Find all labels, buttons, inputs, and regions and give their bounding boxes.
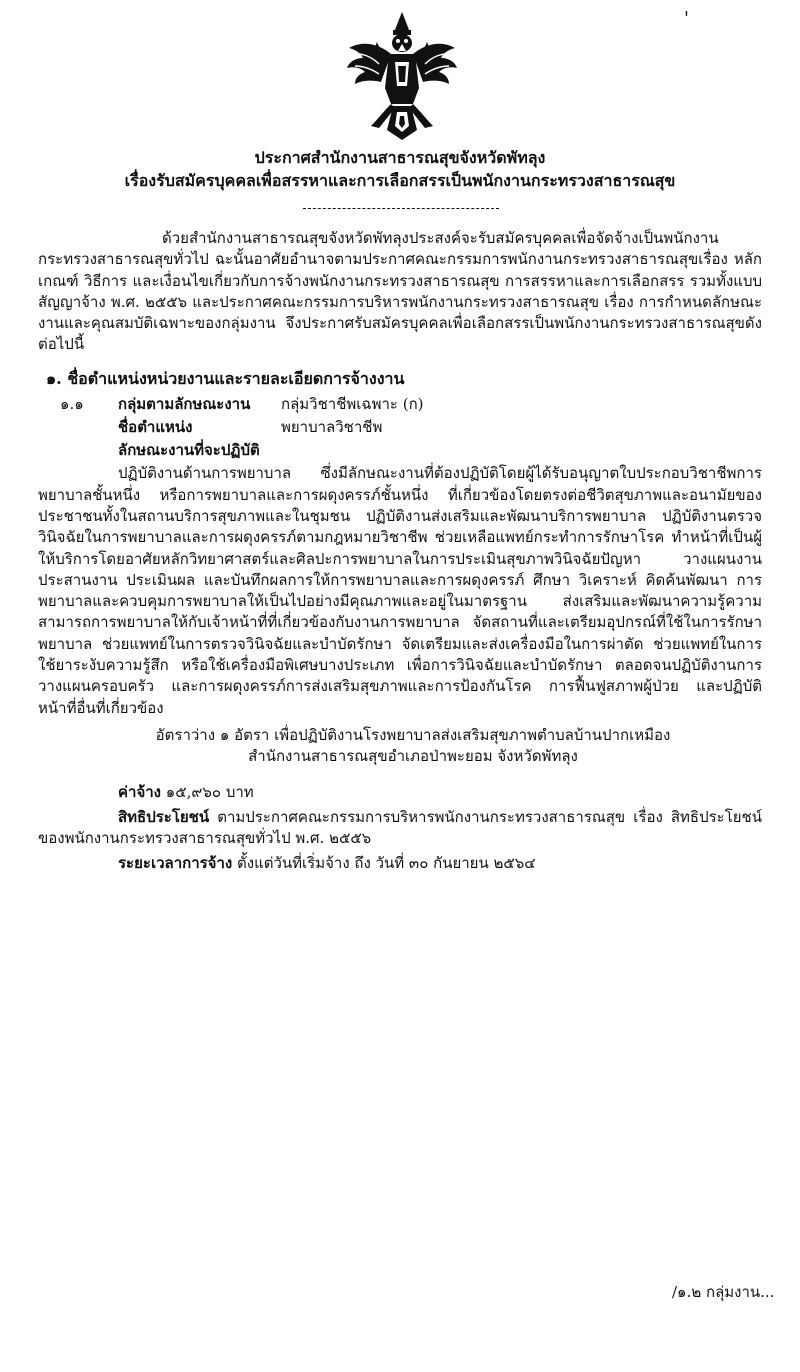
period-line <box>38 853 762 874</box>
benefits-line <box>38 807 762 850</box>
section-1-number: ๑. <box>46 368 62 388</box>
period-label: ระยะเวลาการจ้าง <box>118 854 233 873</box>
benefits-label: สิทธิประโยชน์ <box>118 807 210 826</box>
announcement-title <box>40 146 760 192</box>
section-1-1-details <box>60 394 762 439</box>
group-label: กลุ่มตามลักษณะงาน <box>118 394 251 413</box>
group-value: กลุ่มวิชาชีพเฉพาะ (ก) <box>281 394 424 413</box>
title-line-subject: เรื่องรับสมัครบุคคลเพื่อสรรหาและการเลือกสรรเป็นพนักงานกระทรวงสาธารณสุข <box>124 171 676 191</box>
garuda-emblem-icon <box>343 8 461 143</box>
duties-label: ลักษณะงานที่จะปฏิบัติ <box>118 441 260 460</box>
wage-line <box>38 782 762 803</box>
vacancy-line-1: อัตราว่าง ๑ อัตรา เพื่อปฏิบัติงานโรงพยาบาลส่งเสริมสุขภาพตำบลบ้านปากเหมือง <box>155 725 671 744</box>
wage-label: ค่าจ้าง <box>118 782 161 801</box>
title-line-office: ประกาศสำนักงานสาธารณสุขจังหวัดพัทลุง <box>254 148 546 167</box>
position-label: ชื่อตำแหน่ง <box>118 417 193 436</box>
title-divider <box>303 208 499 209</box>
position-value: พยาบาลวิชาชีพ <box>281 417 383 436</box>
intro-paragraph: ด้วยสำนักงานสาธารณสุขจังหวัดพัทลุงประสงค์จะรับสมัครบุคคลเพื่อจัดจ้างเป็นพนักงานกระทรวงสาธารณสุขทั่วไป ฉะนั้นอาศัยอำนาจตามประกาศคณะกรรมการพนักงานกระทรวงสาธารณสุขเรื่อง หลักเกณฑ์ วิธีการ และเงื่อนไขเกี่ยวกับการจ้างพนักงานกระทรวงสาธารณสุข การสรรหาและการเลือกสรร รวมทั้งแบบสัญญาจ้าง พ.ศ. ๒๕๕๖ และประกาศคณะกรรมการบริหารพนักงานกระทรวงสาธารณสุข เรื่อง การกำหนดลักษณะงานและคุณสมบัติเฉพาะของกลุ่มงาน จึงประกาศรับสมัครบุคคลเพื่อเลือกสรรเป็นพนักงานกระทรวงสาธารณสุขดังต่อไปนี้ <box>38 229 762 354</box>
benefits-value: ตามประกาศคณะกรรมการบริหารพนักงานกระทรวงสาธารณสุข เรื่อง สิทธิประโยชน์ของพนักงานกระทรวงสาธารณสุขทั่วไป พ.ศ. ๒๕๕๖ <box>38 807 762 848</box>
announcement-body <box>38 228 762 879</box>
section-1-heading <box>38 368 762 391</box>
subsection-number: ๑.๑ <box>60 394 84 413</box>
vacancy-info <box>38 725 762 768</box>
continuation-note: /๑.๒ กลุ่มงาน... <box>672 1283 775 1301</box>
corner-mark: ' <box>684 8 689 29</box>
employment-terms <box>38 782 762 875</box>
section-1-title: ชื่อตำแหน่งหน่วยงานและรายละเอียดการจ้างงาน <box>67 368 405 388</box>
period-value: ตั้งแต่วันที่เริ่มจ้าง ถึง วันที่ ๓๐ กันยายน ๒๕๖๔ <box>237 854 536 873</box>
duties-paragraph: ปฏิบัติงานด้านการพยาบาล ซึ่งมีลักษณะงานที่ต้องปฏิบัติโดยผู้ได้รับอนุญาตใบประกอบวิชาชีพการพยาบาลชั้นหนึ่ง หรือการพยาบาลและการผดุงครรภ์ชั้นหนึ่ง ที่เกี่ยวข้องโดยตรงต่อชีวิตสุขภาพและอนามัยของประชาชนทั้งในสถานบริการสุขภาพและในชุมชน ปฏิบัติงานส่งเสริมและพัฒนาบริการพยาบาล ปฏิบัติงานตรวจวินิจฉัยในการพยาบาลและการผดุงครรภ์ตามกฎหมายวิชาชีพ ช่วยเหลือแพทย์กระทำการรักษาโรค ทำหน้าที่เป็นผู้ให้บริการโดยอาศัยหลักวิทยาศาสตร์และศิลปะการพยาบาลในการประเมินสุขภาพวินิจฉัยปัญหา วางแผนงาน ประสานงาน ประเมินผล และบันทึกผลการให้การพยาบาลและการผดุงครรภ์ ศึกษา วิเคราะห์ คิดค้นพัฒนา การพยาบาลและควบคุมการพยาบาลให้เป็นไปอย่างมีคุณภาพและอยู่ในมาตรฐาน ส่งเสริมและพัฒนาความรู้ความสามารถการพยาบาลให้กับเจ้าหน้าที่ที่เกี่ยวข้องกับงานการพยาบาล จัดสถานที่และเตรียมอุปกรณ์ที่ใช้ในการรักษาพยาบาล ช่วยแพทย์ในการตรวจวินิจฉัยและบำบัดรักษา จัดเตรียมและส่งเครื่องมือในการผ่าตัด ช่วยแพทย์ในการใช้ยาระงับความรู้สึก หรือใช้เครื่องมือพิเศษบางประเภท เพื่อการวินิจฉัยและบำบัดรักษา ตลอดจนปฏิบัติงานการวางแผนครอบครัว และการผดุงครรภ์การส่งเสริมสุขภาพและการป้องกันโรค การฟื้นฟูสภาพผู้ป่วย และปฏิบัติหน้าที่อื่นที่เกี่ยวข้อง <box>38 464 762 717</box>
wage-value: ๑๕,๙๖๐ บาท <box>165 782 254 801</box>
vacancy-line-2: สำนักงานสาธารณสุขอำเภอป่าพะยอม จังหวัดพัทลุง <box>248 747 578 766</box>
